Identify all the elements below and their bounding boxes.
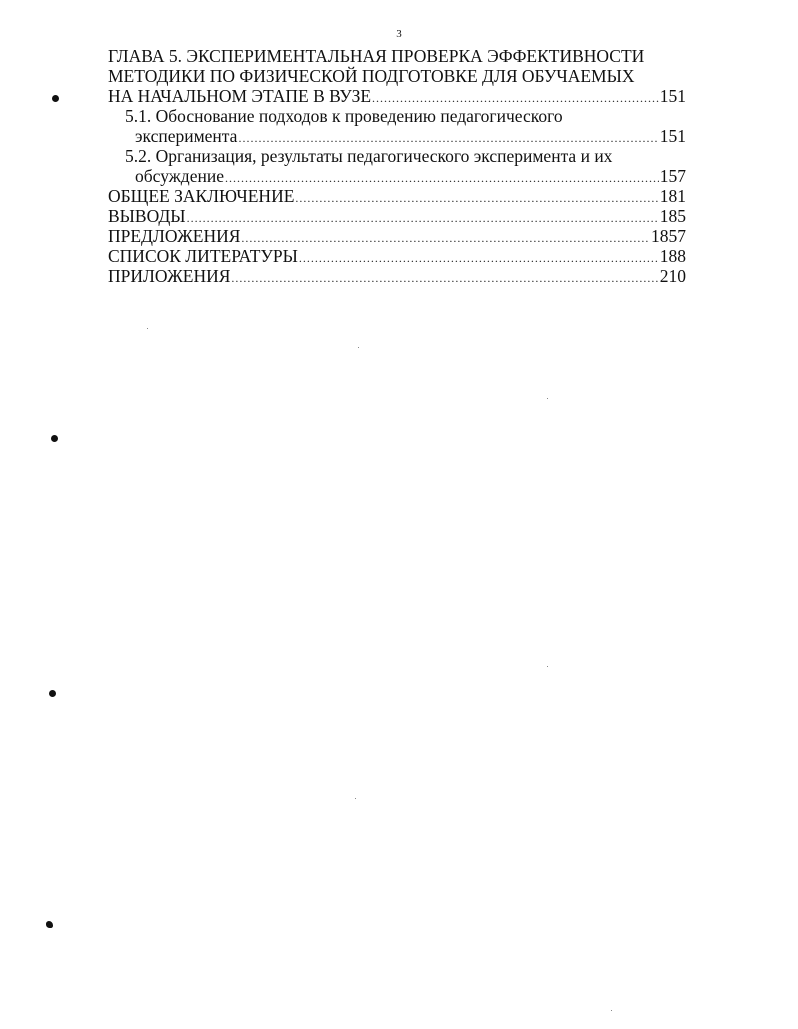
toc-entry-title-line: 5.2. Организация, результаты педагогического эксперимента и их [125, 146, 613, 166]
toc-entry-title-line: 5.1. Обоснование подходов к проведению педагогического [125, 106, 563, 126]
toc-entry-title: СПИСОК ЛИТЕРАТУРЫ [108, 246, 298, 266]
scan-speck [611, 1010, 612, 1011]
dot-leader [225, 168, 659, 186]
toc-entry-title-line: ГЛАВА 5. ЭКСПЕРИМЕНТАЛЬНАЯ ПРОВЕРКА ЭФФЕКТИВНОСТИ [108, 46, 645, 66]
toc-entry-findings [108, 206, 686, 226]
toc-entry-title-line: МЕТОДИКИ ПО ФИЗИЧЕСКОЙ ПОДГОТОВКЕ ДЛЯ ОБУЧАЕМЫХ [108, 66, 635, 86]
toc-entry-references [108, 246, 686, 266]
toc-entry-title: обсуждение [135, 166, 224, 186]
scan-speck [147, 328, 148, 329]
dot-leader [372, 88, 659, 106]
toc-page-number: 210 [659, 266, 686, 286]
toc-page-number: 181 [659, 186, 686, 206]
binding-hole-mark [51, 435, 58, 442]
toc-page-number: 157 [659, 166, 686, 186]
toc-entry-last-line [125, 166, 686, 186]
toc-entry-section-5-1 [108, 106, 686, 146]
dot-leader [238, 128, 658, 146]
table-of-contents [108, 46, 686, 286]
binding-hole-mark [46, 921, 53, 928]
scan-speck [358, 347, 359, 348]
toc-entry-chapter-5 [108, 46, 686, 106]
binding-hole-mark [52, 95, 59, 102]
scan-speck [355, 798, 356, 799]
toc-entry-appendices [108, 266, 686, 286]
toc-entry-proposals [108, 226, 686, 246]
dot-leader [295, 188, 658, 206]
toc-page-number: 1857 [651, 226, 686, 246]
toc-entry-title: ПРИЛОЖЕНИЯ [108, 266, 231, 286]
toc-entry-title: ОБЩЕЕ ЗАКЛЮЧЕНИЕ [108, 186, 295, 206]
toc-entry-title: НА НАЧАЛЬНОМ ЭТАПЕ В ВУЗЕ [108, 86, 372, 106]
toc-page-number: 188 [659, 246, 686, 266]
toc-entry-title: ВЫВОДЫ [108, 206, 186, 226]
toc-entry-general-conclusion [108, 186, 686, 206]
binding-hole-mark [49, 690, 56, 697]
dot-leader [241, 228, 650, 246]
toc-page-number: 151 [659, 126, 686, 146]
toc-page-number: 151 [659, 86, 686, 106]
scan-speck [547, 666, 548, 667]
dot-leader [231, 268, 658, 286]
toc-entry-title: эксперимента [135, 126, 238, 146]
toc-entry-title: ПРЕДЛОЖЕНИЯ [108, 226, 241, 246]
scan-speck [547, 398, 548, 399]
toc-page-number: 185 [659, 206, 686, 226]
toc-entry-section-5-2 [108, 146, 686, 186]
dot-leader [299, 248, 659, 266]
toc-entry-last-line [125, 126, 686, 146]
toc-entry-last-line [108, 86, 686, 106]
page-number: 3 [396, 28, 402, 40]
dot-leader [187, 208, 659, 226]
